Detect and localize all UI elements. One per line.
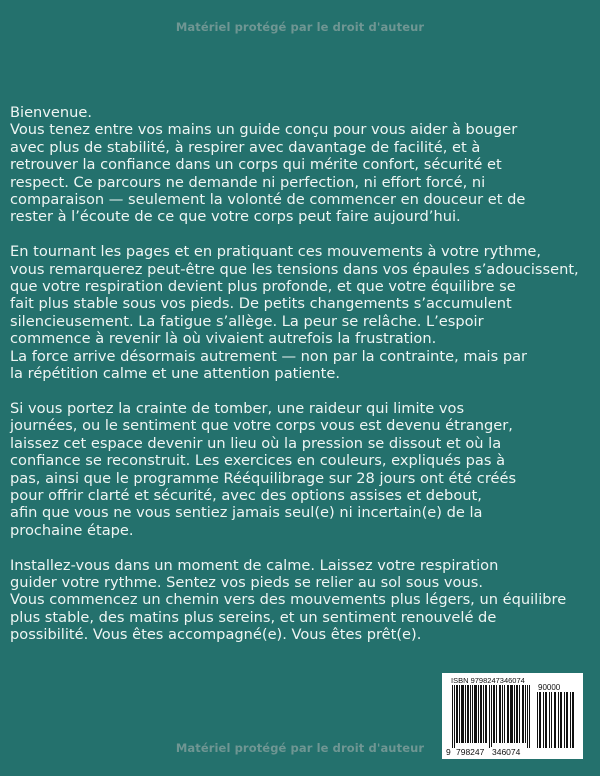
text-line: fait plus stable sous vos pieds. De petits changements s’accumulent [10,295,512,313]
text-line: plus stable, des matins plus sereins, et un sentiment renouvelé de [10,608,497,626]
barcode-bars-icon [452,685,530,748]
barcode-digit-group: 9 [446,747,451,757]
paragraph-progress [10,243,595,382]
text-line: afin que vous ne vous sentiez jamais seul(e) ni incertain(e) de la [10,504,483,522]
back-cover-text [10,104,595,661]
text-line: laissez cet espace devenir un lieu où la pression se dissout et où la [10,434,502,452]
text-line: La force arrive désormais autrement — non par la contrainte, mais par [10,347,528,365]
text-line: Vous commencez un chemin vers des mouvements plus légers, un équilibre [10,591,567,609]
text-line: journées, ou le sentiment que votre corps vous est devenu étranger, [10,417,513,435]
text-line: respect. Ce parcours ne demande ni perfection, ni effort forcé, ni [10,173,486,191]
text-line: Vous tenez entre vos mains un guide conçu pour vous aider à bouger [10,121,518,139]
copyright-watermark-bottom: Matériel protégé par le droit d'auteur [175,741,425,755]
paragraph-program [10,400,595,539]
text-line: vous remarquerez peut-être que les tensions dans vos épaules s’adoucissent, [10,260,579,278]
text-line: Si vous portez la crainte de tomber, une raideur qui limite vos [10,399,465,417]
text-line: rester à l’écoute de ce que votre corps peut faire aujourd’hui. [10,208,461,226]
text-line: avec plus de stabilité, à respirer avec davantage de facilité, et à [10,138,481,156]
text-line: Bienvenue. [10,104,93,121]
text-line: guider votre rythme. Sentez vos pieds se relier au sol sous vous. [10,573,483,591]
text-line: retrouver la confiance dans un corps qui mérite confort, sécurité et [10,156,502,174]
text-line: pour offrir clarté et sécurité, avec des options assises et debout, [10,486,482,504]
barcode-digit-group: 346074 [492,747,521,757]
paragraph-welcome [10,104,595,226]
text-line: comparaison — seulement la volonté de commencer en douceur et de [10,191,526,209]
text-line: confiance se reconstruit. Les exercices en couleurs, expliqués pas à [10,452,506,470]
text-line: commence à revenir là où vivaient autrefois la frustration. [10,330,437,348]
copyright-watermark-top: Matériel protégé par le droit d'auteur [175,20,425,34]
text-line: Installez-vous dans un moment de calme. Laissez votre respiration [10,556,499,574]
text-line: pas, ainsi que le programme Rééquilibrage sur 28 jours ont été créés [10,469,517,487]
text-line: prochaine étape. [10,521,134,539]
text-line: silencieusement. La fatigue s’allège. La peur se relâche. L’espoir [10,312,484,330]
text-line: que votre respiration devient plus profonde, et que votre équilibre se [10,278,516,296]
paragraph-closing [10,557,595,644]
price-addon-label: 90000 [538,683,561,692]
isbn-label: ISBN 9798247346074 [451,676,525,685]
addon-barcode-bars-icon [537,692,575,748]
barcode-digit-group: 798247 [456,747,485,757]
text-line: la répétition calme et une attention patiente. [10,365,340,383]
text-line: En tournant les pages et en pratiquant ces mouvements à votre rythme, [10,243,542,261]
text-line: possibilité. Vous êtes accompagné(e). Vous êtes prêt(e). [10,626,422,644]
